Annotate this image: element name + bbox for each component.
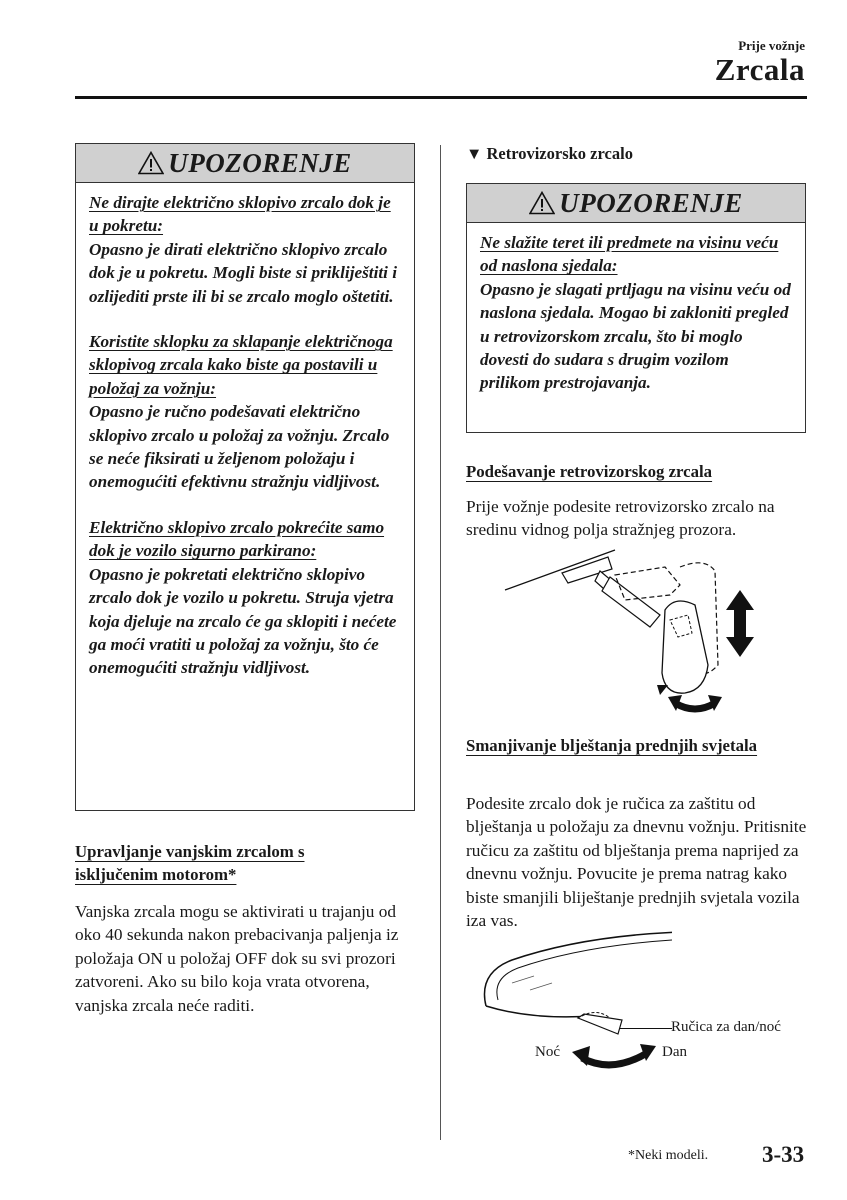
warning-triangle-icon: [529, 191, 555, 215]
lever-pointer-line: [620, 1028, 672, 1029]
rearview-section-heading: [466, 144, 633, 164]
warning-body: [76, 183, 414, 688]
footnote: *Neki modeli.: [628, 1148, 709, 1163]
warning-item-text: Opasno je ručno podešavati električno sklopivo zrcalo u položaj za vožnju. Zrcalo se neće fiksirati u željenom položaju i onemogućiti efektivnu stražnju vidljivost.: [89, 402, 390, 492]
day-night-mirror-figure: [472, 928, 672, 1078]
rotate-arrow-icon: [668, 695, 722, 711]
section-label: Prije vožnje: [738, 38, 805, 53]
warning-item-title: Koristite sklopku za sklapanje električnoga sklopivog zrcala kako biste ga postavili u položaj za vožnju:: [89, 332, 393, 398]
adjust-heading: Podešavanje retrovizorskog zrcala: [466, 462, 713, 481]
warning-item-title: Ne dirajte električno sklopivo zrcalo dok je u pokretu:: [89, 193, 391, 236]
glare-text: Podesite zrcalo dok je ručica za zaštitu od blještanja u položaju za dnevnu vožnju. Pritisnite ručicu za zaštitu od blještanja prema naprijed za dnevnu vožnju. Povucite je prema natrag kako biste smanjili bliještanje prednjih svjetala vozila iza vas.: [466, 794, 807, 931]
warning-triangle-icon: [138, 151, 164, 175]
up-down-arrow-icon: [726, 590, 754, 657]
warning-heading: UPOZORENJE: [168, 147, 352, 178]
warning-body: [467, 223, 805, 403]
page-number: 3-33: [762, 1142, 805, 1167]
warning-heading: UPOZORENJE: [559, 187, 743, 218]
warning-item-text: Opasno je pokretati električno sklopivo zrcalo dok je vozilo u pokretu. Struja vjetra koja djeluje na zrcalo će ga sklopiti i nećete ga moći vratiti u položaj za vožnju, što će onemogućiti stražnju vidljivost.: [89, 564, 397, 678]
rearview-heading-text: Retrovizorsko zrcalo: [486, 144, 633, 163]
motor-off-text: Vanjska zrcala mogu se aktivirati u trajanju od oko 40 sekunda nakon prebacivanja paljenja iz položaja ON u položaj OFF dok su svi prozori zatvoreni. Ako su bilo koja vrata otvorena, vanjska zrcala neće raditi.: [75, 902, 399, 1015]
day-label: Dan: [662, 1044, 687, 1060]
warning-item: [89, 516, 402, 680]
warning-box-right: [466, 183, 806, 433]
lever-label: Ručica za dan/noć: [671, 1019, 781, 1035]
warning-header: [467, 184, 805, 223]
warning-box-left: [75, 143, 415, 811]
page-title: Zrcala: [714, 52, 805, 87]
motor-off-heading: Upravljanje vanjskim zrcalom s isključenim motorom*: [75, 842, 305, 884]
warning-item: [89, 330, 402, 494]
column-divider: [440, 145, 441, 1140]
warning-item-title: Električno sklopivo zrcalo pokrećite samo dok je vozilo sigurno parkirano:: [89, 517, 385, 561]
triangle-down-icon: ▼: [466, 144, 483, 163]
header-rule: [75, 96, 807, 99]
mirror-adjust-figure: [500, 545, 770, 720]
warning-item: [480, 231, 793, 395]
adjust-text: Prije vožnje podesite retrovizorsko zrcalo na sredinu vidnog polja stražnjeg prozora.: [466, 497, 775, 540]
warning-header: [76, 144, 414, 183]
warning-item-title: Ne slažite teret ili predmete na visinu veću od naslona sjedala:: [480, 233, 779, 276]
glare-heading: Smanjivanje blještanja prednjih svjetala: [466, 736, 758, 755]
night-label: Noć: [535, 1044, 560, 1060]
warning-item: [89, 191, 402, 308]
warning-item-text: Opasno je dirati električno sklopivo zrcalo dok je u pokretu. Mogli biste si prikliještiti i ozlijediti prste ili bi se zrcalo moglo oštetiti.: [89, 239, 397, 306]
warning-item-text: Opasno je slagati prtljagu na visinu veću od naslona sjedala. Mogao bi zakloniti pregled u retrovizorskom zrcalu, što bi moglo dovesti do sudara s drugim vozilom prilikom prestrojavanja.: [480, 279, 791, 393]
